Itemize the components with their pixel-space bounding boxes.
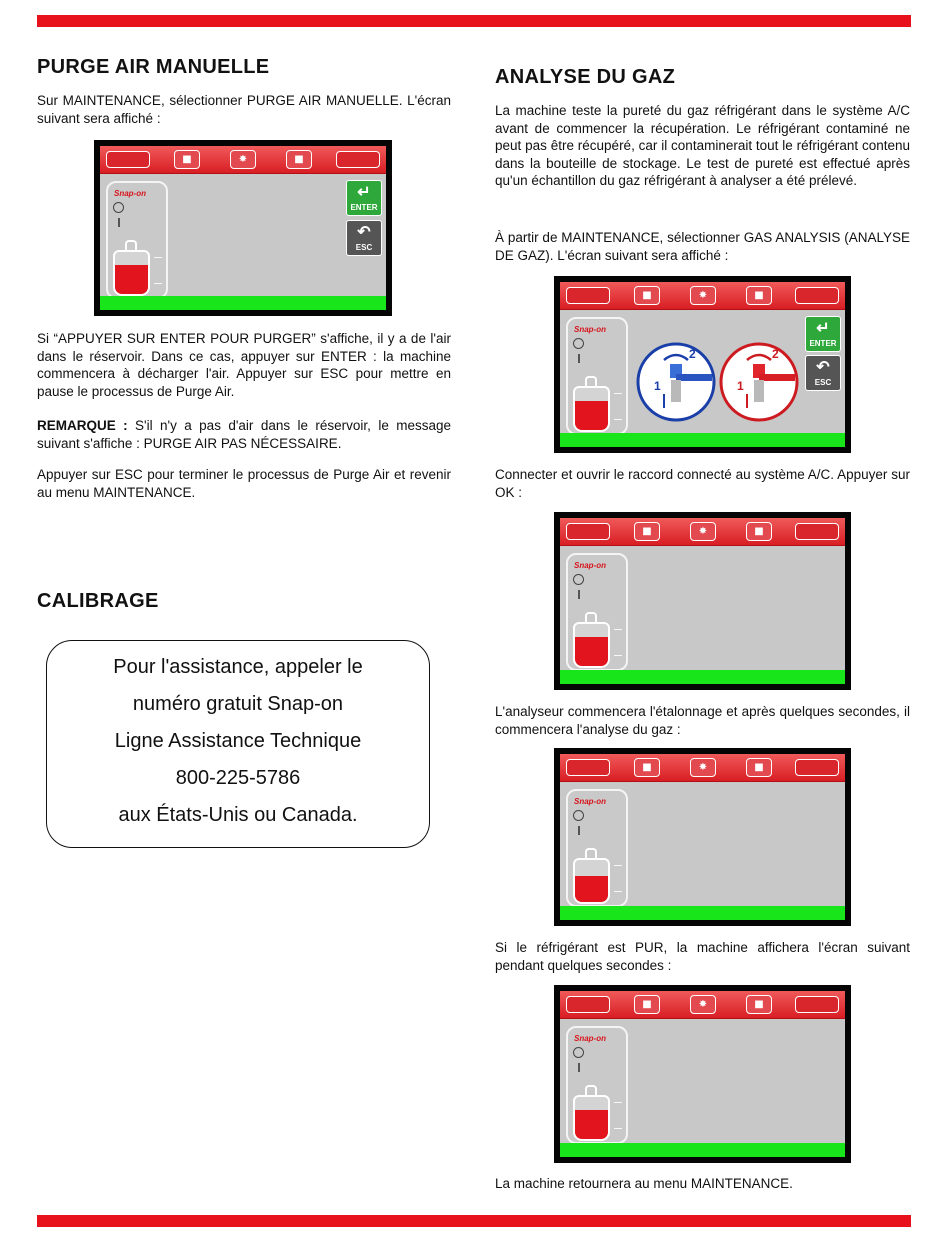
screen-status-bar (560, 906, 845, 920)
thermometer-icon (578, 590, 580, 599)
high-side-coupling-icon (719, 342, 799, 422)
fan-icon: ✸ (230, 150, 256, 169)
step-1-label: 1 (654, 379, 661, 393)
callout-line-3: Ligne Assistance Technique (114, 730, 362, 752)
screen-header-right-button (795, 996, 839, 1013)
esc-label: ESC (814, 378, 832, 387)
callout-phone: 800-225-5786 (175, 767, 301, 789)
tank-panel (566, 1026, 628, 1144)
tank-level (573, 622, 610, 668)
purge-screen (94, 140, 392, 316)
gas-paragraph-2: À partir de MAINTENANCE, sélectionner GAS ANALYSIS (ANALYSE DE GAZ). L'écran suivant sera affiché : (495, 230, 910, 263)
callout-line-2: numéro gratuit Snap-on (132, 693, 344, 715)
cylinder-icon: ■ (286, 150, 312, 169)
top-red-bar (37, 15, 911, 27)
pressure-gauge-icon (573, 1047, 584, 1058)
fan-icon: ✸ (690, 286, 716, 305)
fan-icon: ✸ (690, 758, 716, 777)
esc-button[interactable] (805, 355, 841, 391)
remarque-text: S'il n'y a pas d'air dans le réservoir, le message suivant s'affiche : PURGE AIR PAS NÉCESSAIRE. (37, 418, 452, 451)
snap-on-logo: Snap-on (574, 797, 606, 806)
screen-body (100, 174, 386, 296)
snap-on-logo: Snap-on (574, 561, 606, 570)
pressure-gauge-icon (573, 574, 584, 585)
esc-button[interactable] (346, 220, 382, 256)
tank-panel (566, 789, 628, 907)
tank-fill (575, 1110, 608, 1139)
tank-level (573, 858, 610, 904)
step-2-label: 2 (689, 347, 696, 361)
screen-header (560, 282, 845, 310)
screen-body (560, 1019, 845, 1143)
screen-header-right-button (336, 151, 380, 168)
gas-analysis-title: ANALYSE DU GAZ (495, 66, 676, 88)
level-tick (154, 283, 162, 284)
tank-panel (566, 317, 628, 435)
level-tick (154, 257, 162, 258)
level-tick (614, 891, 622, 892)
back-arrow-icon: ↶ (357, 224, 371, 241)
bottom-red-bar (37, 1215, 911, 1227)
calibration-title: CALIBRAGE (37, 590, 159, 612)
screen-body (560, 782, 845, 906)
screen-header-left-button (106, 151, 150, 168)
cylinder-icon: ■ (634, 522, 660, 541)
enter-label: ENTER (809, 339, 837, 348)
cylinder-icon: ■ (746, 995, 772, 1014)
gas-paragraph-4: L'analyseur commencera l'étalonnage et après quelques secondes, il commencera l'analyse du gaz : (495, 704, 910, 737)
gas-analysis-screen (554, 276, 851, 453)
cylinder-icon: ■ (746, 522, 772, 541)
thermometer-icon (578, 1063, 580, 1072)
purge-paragraph-3: Appuyer sur ESC pour terminer le processus de Purge Air et revenir au menu MAINTENANCE. (37, 467, 451, 500)
level-tick (614, 393, 622, 394)
step-1-label: 1 (737, 379, 744, 393)
thermometer-icon (578, 354, 580, 363)
pressure-gauge-icon (573, 810, 584, 821)
level-tick (614, 865, 622, 866)
tank-level (573, 386, 610, 432)
level-tick (614, 1102, 622, 1103)
screen-header-left-button (566, 759, 610, 776)
cylinder-icon: ■ (634, 758, 660, 777)
remarque-label: REMARQUE : (37, 418, 128, 433)
level-tick (614, 1128, 622, 1129)
screen-header (560, 518, 845, 546)
cylinder-icon: ■ (746, 286, 772, 305)
screen-header-left-button (566, 523, 610, 540)
screen-status-bar (100, 296, 386, 310)
screen-status-bar (560, 433, 845, 447)
purge-paragraph-2: Si “APPUYER SUR ENTER POUR PURGER” s'affiche, il y a de l'air dans le réservoir. Dans ce cas, appuyer sur ENTER : la machine commencera à décharger l'air. Appuyer sur ESC pour mettre en pause le processus de Purge Air. (37, 331, 451, 399)
back-arrow-icon: ↶ (816, 359, 830, 376)
gas-paragraph-1: La machine teste la pureté du gaz réfrigérant dans le système A/C avant de commencer la récupération. Le réfrigérant contaminé ne peut pas être récupéré, car il contaminerait tout le réfrigérant contenu dans la bouteille de stockage. Le test de pureté est effectué après qu'un échantillon du gaz réfrigérant à analyser a été prélevé. (495, 103, 910, 188)
screen-body (560, 546, 845, 670)
gas-paragraph-6: La machine retournera au menu MAINTENANCE. (495, 1176, 793, 1191)
callout-line-5: aux États-Unis ou Canada. (118, 804, 358, 826)
calibration-screen (554, 512, 851, 690)
purge-paragraph-1: Sur MAINTENANCE, sélectionner PURGE AIR MANUELLE. L'écran suivant sera affiché : (37, 93, 451, 126)
tank-level (113, 250, 150, 296)
screen-status-bar (560, 670, 845, 684)
tank-fill (575, 876, 608, 902)
analysis-screen (554, 748, 851, 926)
screen-header-right-button (795, 287, 839, 304)
tank-fill (575, 637, 608, 666)
esc-label: ESC (355, 243, 373, 252)
screen-header-right-button (795, 523, 839, 540)
enter-arrow-icon: ↵ (816, 320, 830, 337)
cylinder-icon: ■ (634, 286, 660, 305)
cylinder-icon: ■ (634, 995, 660, 1014)
screen-header (560, 754, 845, 782)
callout-line-1: Pour l'assistance, appeler le (113, 656, 363, 678)
tank-fill (575, 401, 608, 430)
enter-button[interactable] (346, 180, 382, 216)
low-side-coupling-icon (636, 342, 716, 422)
remarque-paragraph (37, 417, 451, 452)
screen-body (560, 310, 845, 433)
enter-button[interactable] (805, 316, 841, 352)
assistance-callout (46, 640, 430, 848)
screen-header (560, 991, 845, 1019)
pressure-gauge-icon (113, 202, 124, 213)
fan-icon: ✸ (690, 995, 716, 1014)
enter-label: ENTER (350, 203, 378, 212)
snap-on-logo: Snap-on (114, 189, 146, 198)
enter-arrow-icon: ↵ (357, 184, 371, 201)
screen-header-left-button (566, 287, 610, 304)
tank-level (573, 1095, 610, 1141)
cylinder-icon: ■ (174, 150, 200, 169)
tank-fill (115, 265, 148, 294)
screen-header-right-button (795, 759, 839, 776)
cylinder-icon: ■ (746, 758, 772, 777)
gas-paragraph-3: Connecter et ouvrir le raccord connecté au système A/C. Appuyer sur OK : (495, 467, 910, 500)
pressure-gauge-icon (573, 338, 584, 349)
tank-panel (106, 181, 168, 299)
gas-paragraph-5: Si le réfrigérant est PUR, la machine affichera l'écran suivant pendant quelques secondes : (495, 940, 910, 973)
fan-icon: ✸ (690, 522, 716, 541)
level-tick (614, 655, 622, 656)
snap-on-logo: Snap-on (574, 1034, 606, 1043)
screen-header-left-button (566, 996, 610, 1013)
thermometer-icon (118, 218, 120, 227)
screen-status-bar (560, 1143, 845, 1157)
level-tick (614, 629, 622, 630)
screen-header (100, 146, 386, 174)
thermometer-icon (578, 826, 580, 835)
level-tick (614, 419, 622, 420)
pure-result-screen (554, 985, 851, 1163)
step-2-label: 2 (772, 347, 779, 361)
purge-title: PURGE AIR MANUELLE (37, 56, 270, 78)
tank-panel (566, 553, 628, 671)
snap-on-logo: Snap-on (574, 325, 606, 334)
